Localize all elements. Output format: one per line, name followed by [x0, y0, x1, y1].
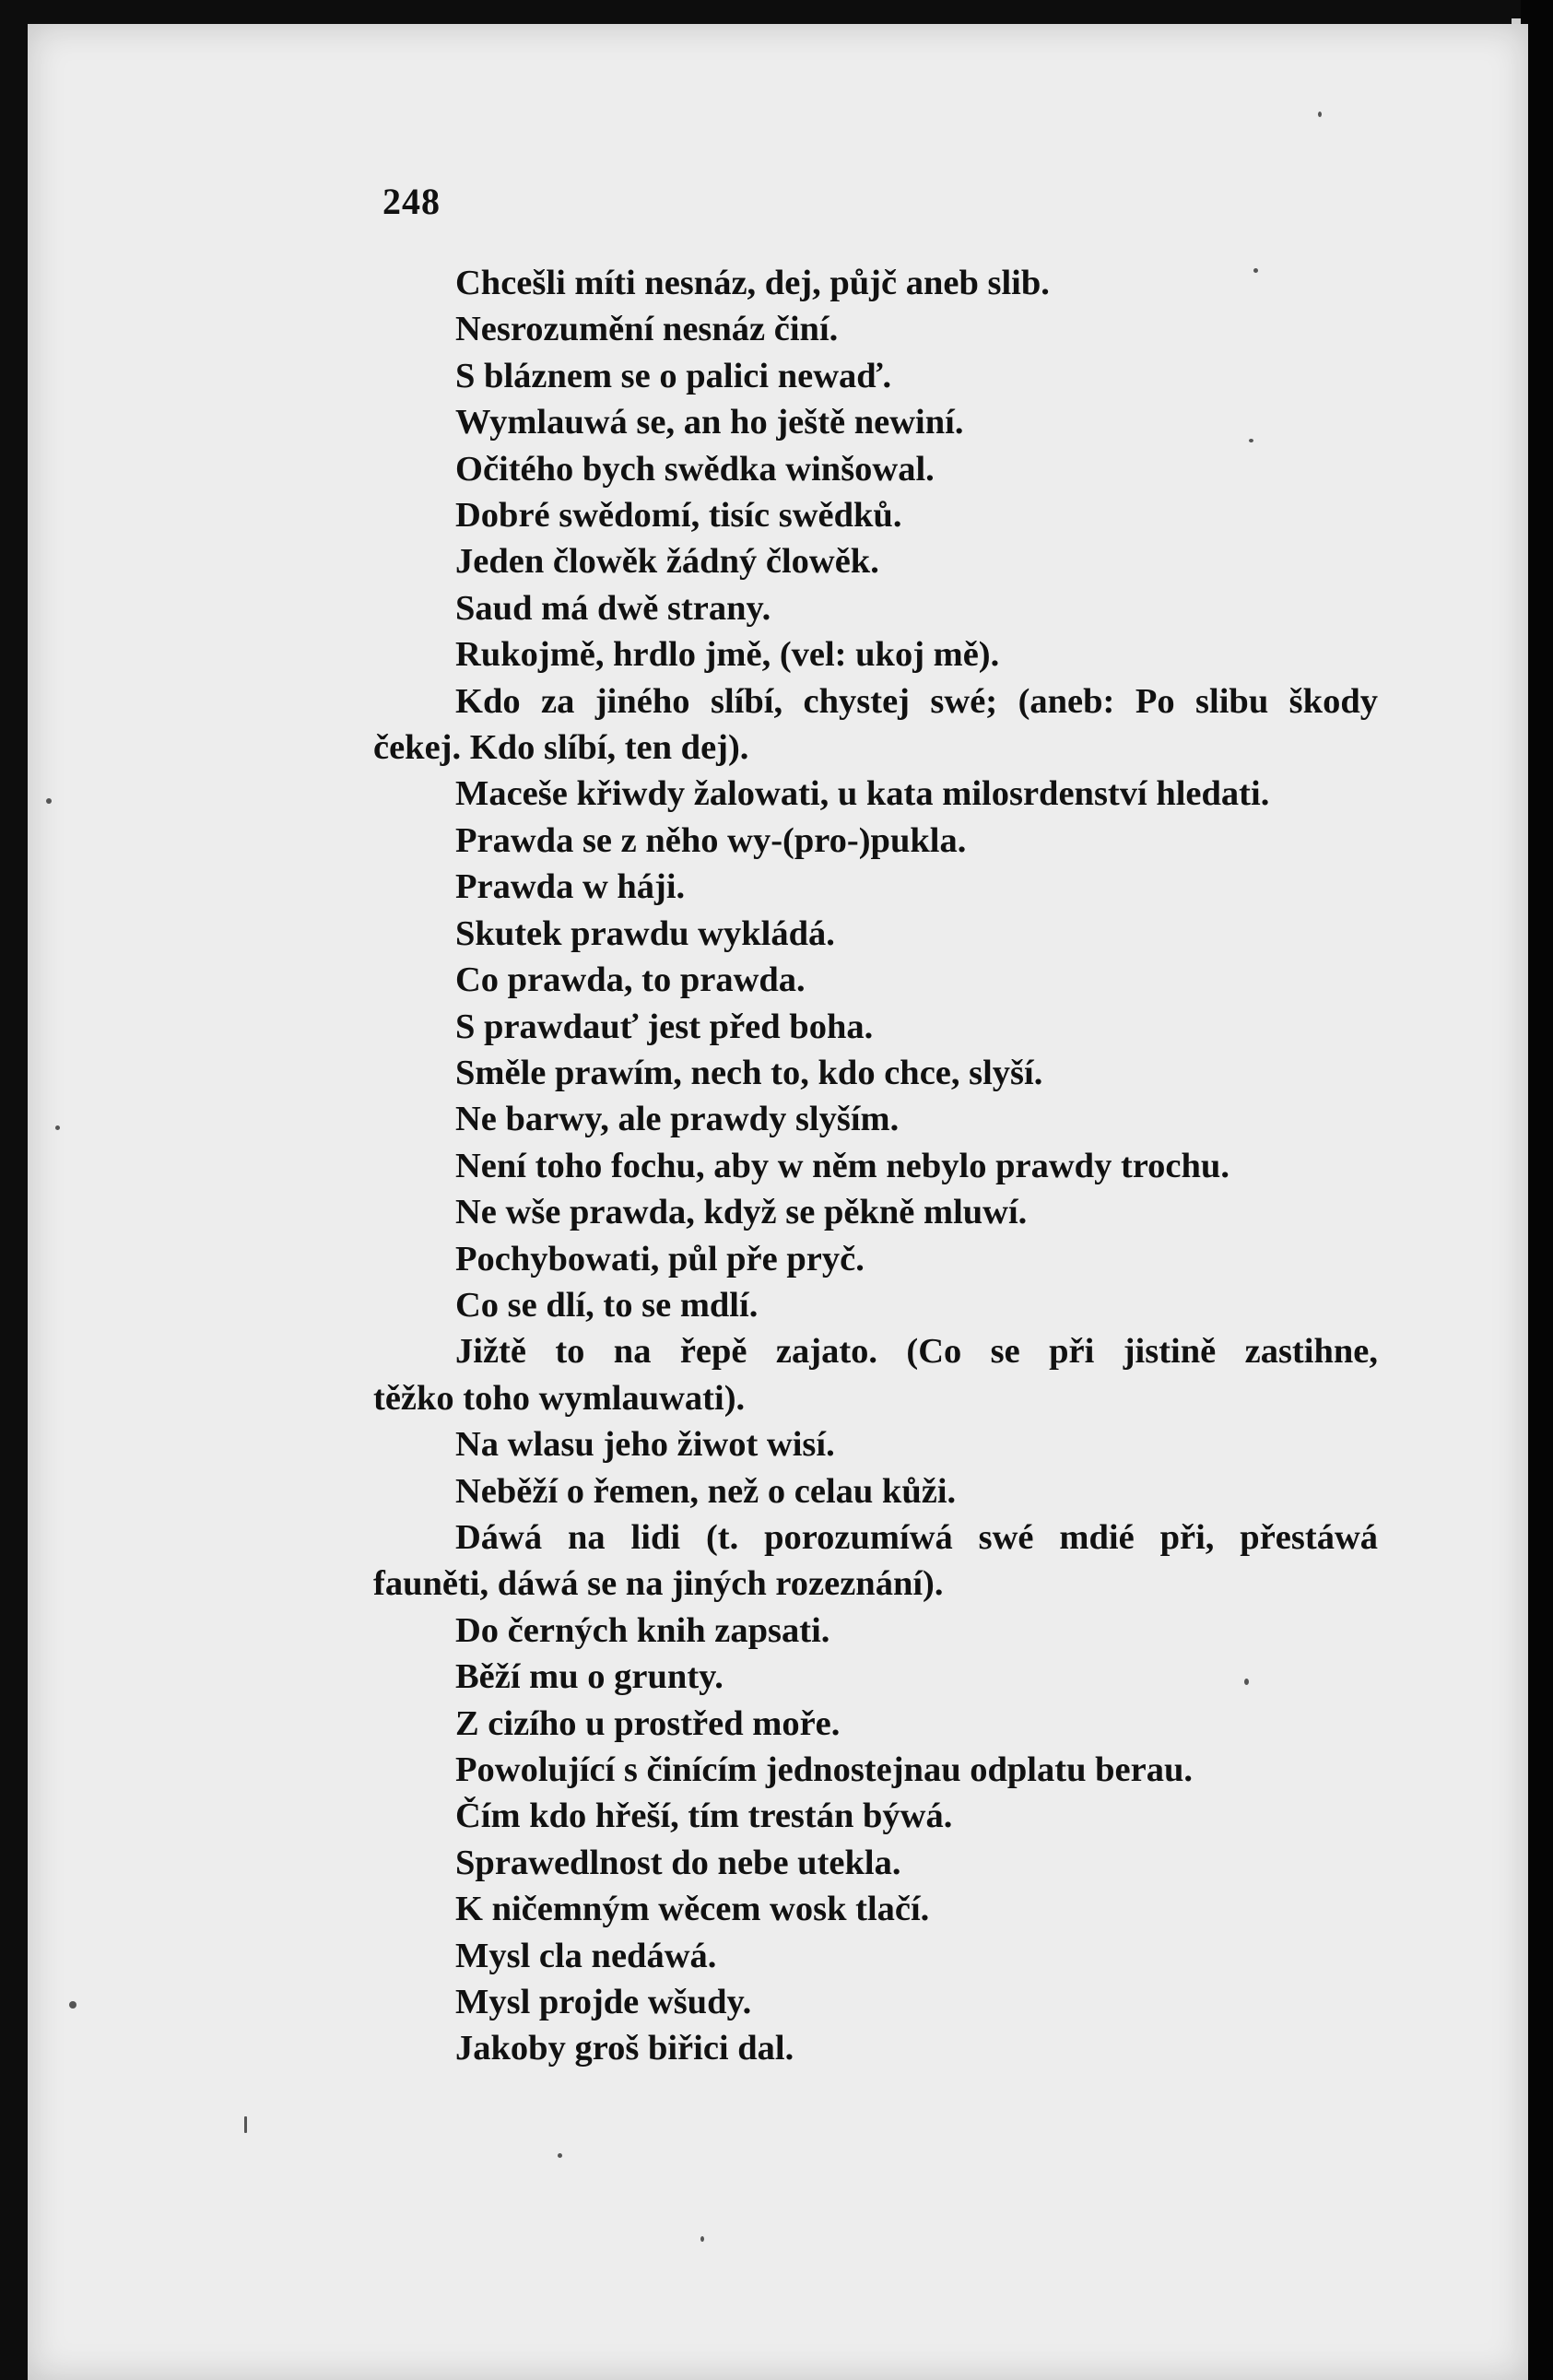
scan-speck — [700, 2236, 704, 2242]
scan-speck — [1318, 112, 1322, 117]
text-line: Mysl projde wšudy. — [455, 1983, 752, 2022]
scan-speck — [558, 2153, 562, 2158]
text-line: Jakoby groš biřici dal. — [455, 2029, 794, 2068]
text-line: Prawda w háji. — [455, 867, 686, 907]
page-number: 248 — [382, 181, 441, 222]
text-line: Rukojmě, hrdlo jmě, (vel: ukoj mě). — [455, 635, 1000, 675]
proverb-text — [373, 260, 1378, 2072]
text-line: Očitého bych swědka winšowal. — [455, 449, 935, 489]
text-line: Z cizího u prostřed moře. — [455, 1703, 841, 1743]
text-line: Prawda se z něho wy-(pro-)pukla. — [455, 820, 967, 860]
text-line: Ne wše prawda, když se pěkně mluwí. — [455, 1193, 1028, 1232]
text-line: Dobré swědomí, tisíc swědků. — [455, 496, 902, 536]
text-line: Co prawda, to prawda. — [455, 960, 806, 1000]
text-line: Do černých knih zapsati. — [455, 1610, 830, 1650]
text-line: Jeden člowěk žádný člowěk. — [455, 542, 879, 582]
text-line: Chcešli míti nesnáz, dej, půjč aneb slib. — [455, 264, 1050, 302]
text-line: Čím kdo hřeší, tím trestán býwá. — [455, 1797, 953, 1836]
text-line: Powolující s činícím jednostejnau odplatu berau. — [455, 1750, 1193, 1789]
text-line: S bláznem se o palici newaď. — [455, 356, 892, 395]
scan-speck — [46, 798, 52, 804]
text-line: Kdo za jiného slíbí, chystej swé; (aneb: Po slibu škody — [455, 681, 1378, 721]
scan-speck — [55, 1125, 60, 1130]
text-line: Mysl cla nedáwá. — [455, 1936, 717, 1975]
text-line: Pochybowati, půl pře pryč. — [455, 1239, 865, 1278]
text-line: S prawdauť jest před boha. — [455, 1007, 874, 1046]
text-line: Na wlasu jeho žiwot wisí. — [455, 1425, 835, 1465]
text-line: Nesrozumění nesnáz činí. — [455, 310, 839, 349]
text-line: Ne barwy, ale prawdy slyším. — [455, 1100, 900, 1139]
text-line: Není toho fochu, aby w něm nebylo prawdy trochu. — [455, 1146, 1229, 1185]
text-line: Maceše křiwdy žalowati, u kata milosrdenství hledati. — [455, 774, 1270, 814]
text-line: čekej. Kdo slíbí, ten dej). — [373, 728, 749, 768]
text-line: Běží mu o grunty. — [455, 1657, 724, 1697]
scan-speck — [69, 2001, 76, 2009]
text-line: Neběží o řemen, než o celau kůži. — [455, 1471, 957, 1511]
text-line: Skutek prawdu wykládá. — [455, 913, 835, 953]
text-line: Dáwá na lidi (t. porozumíwá swé mdié při, přestáwá — [455, 1517, 1378, 1557]
text-line: Jižtě to na řepě zajato. (Co se při jistině zastihne, — [455, 1332, 1378, 1372]
text-line: Směle prawím, nech to, kdo chce, slyší. — [455, 1053, 1043, 1092]
text-line: fauněti, dáwá se na jiných rozeznání). — [373, 1564, 944, 1604]
scan-speck — [244, 2116, 247, 2133]
text-line: Sprawedlnost do nebe utekla. — [455, 1843, 901, 1882]
text-line: Wymlauwá se, an ho ještě newiní. — [455, 403, 964, 442]
text-line: Saud má dwě strany. — [455, 588, 771, 628]
text-line: K ničemným wěcem wosk tlačí. — [455, 1890, 930, 1929]
text-line: těžko toho wymlauwati). — [373, 1378, 746, 1418]
text-line: Co se dlí, to se mdlí. — [455, 1285, 759, 1325]
